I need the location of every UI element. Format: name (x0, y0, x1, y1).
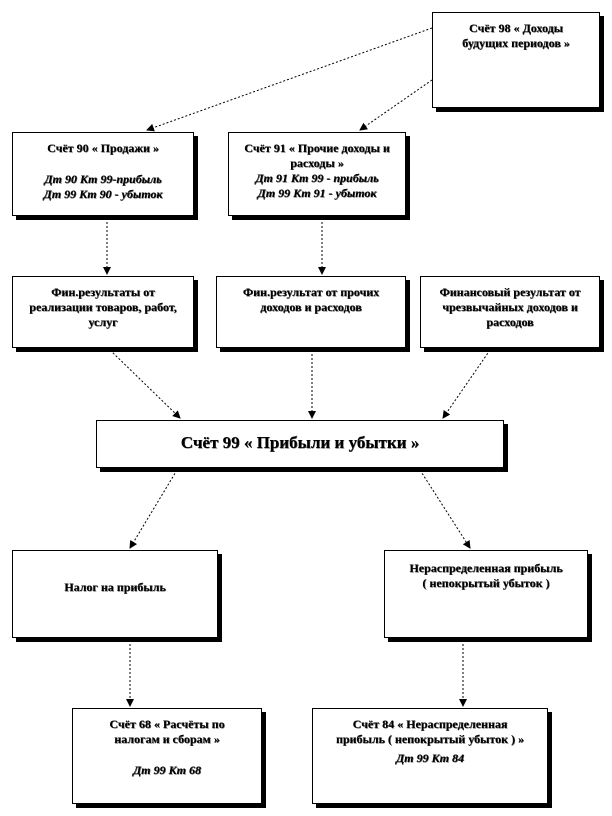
income-tax-label: Налог на прибыль (64, 580, 166, 594)
account-68-title: Счёт 68 « Расчёты по налогам и сборам » (109, 717, 225, 746)
account-90-entry-profit: Дт 90 Кт 99-прибыль (44, 172, 162, 186)
fin-result-extraordinary-label: Финансовый результат от чрезвычайных доходов и расходов (439, 285, 581, 329)
fin-result-sales-box (12, 276, 194, 348)
account-90-title: Счёт 90 « Продажи » (47, 141, 159, 155)
account-68-box (72, 708, 262, 804)
account-68-entry: Дт 99 Кт 68 (132, 763, 201, 777)
arrow-fin-extra-to-99 (443, 350, 490, 418)
arrow-fin-sales-to-99 (110, 350, 180, 418)
account-91-entry-profit: Дт 91 Кт 99 - прибыль (255, 171, 379, 185)
account-84-entry: Дт 99 Кт 84 (395, 751, 464, 765)
account-84-box (312, 708, 548, 804)
arrow-99-to-retained (420, 470, 470, 548)
account-99-box (96, 420, 504, 468)
retained-earnings-box (384, 550, 588, 638)
account-91-entry-loss: Дт 99 Кт 91 - убыток (257, 186, 377, 200)
retained-earnings-label: Нераспределенная прибыль ( непокрытый убыток ) (409, 561, 563, 590)
fin-result-other-label: Фин.результат от прочих доходов и расходов (242, 285, 380, 314)
account-84-title: Счёт 84 « Нераспределенная прибыль ( непокрытый убыток ) » (335, 717, 525, 746)
account-90-entry-loss: Дт 99 Кт 90 - убыток (43, 187, 163, 201)
account-91-box (228, 132, 406, 216)
fin-result-sales-label: Фин.результаты от реализации товаров, работ, услуг (29, 285, 177, 329)
account-90-box (12, 132, 194, 216)
account-91-title: Счёт 91 « Прочие доходы и расходы » (244, 141, 390, 170)
account-98-box (432, 12, 600, 108)
account-98-title: Счёт 98 « Доходы будущих периодов » (462, 21, 570, 50)
arrow-98-to-91 (360, 80, 432, 130)
fin-result-extraordinary-box (420, 276, 600, 348)
income-tax-box (12, 550, 218, 638)
fin-result-other-box (216, 276, 406, 348)
arrow-98-to-90 (147, 28, 432, 130)
account-99-title: Счёт 99 « Прибыли и убытки » (180, 433, 420, 452)
arrow-99-to-tax (130, 470, 177, 548)
